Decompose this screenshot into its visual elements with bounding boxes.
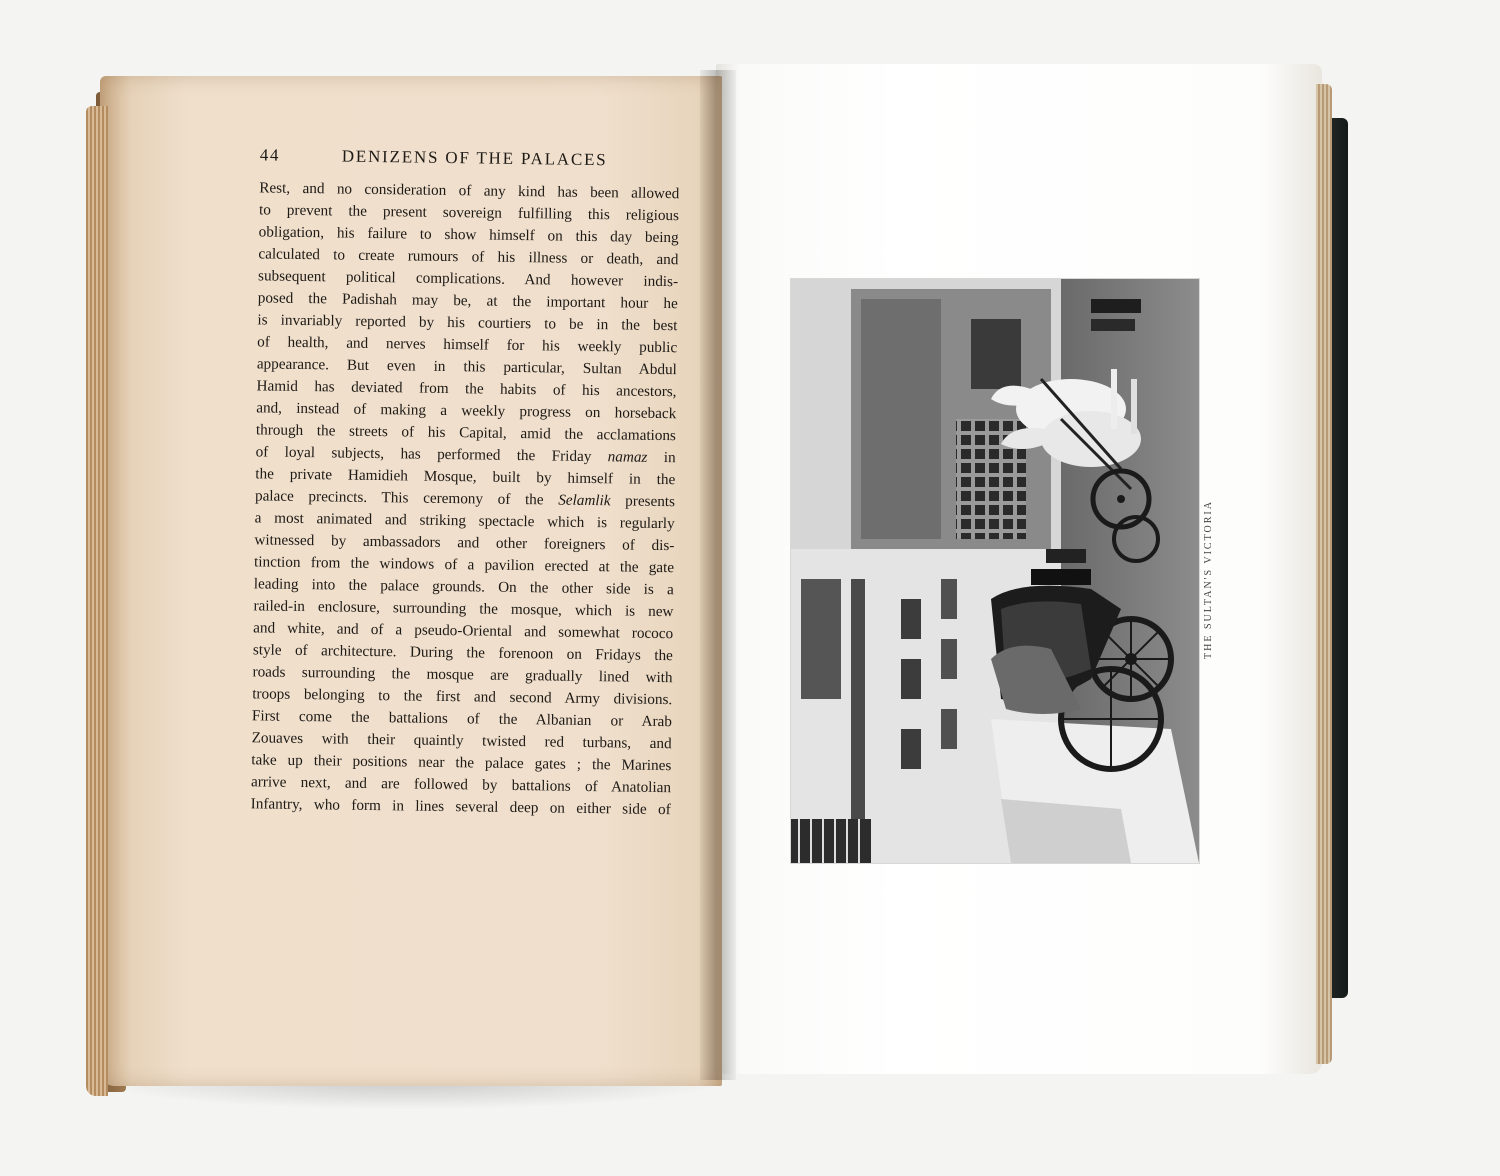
page-number: 44 [259, 145, 281, 165]
text-line: Zouaves with their quaintly twisted red turbans, and [251, 729, 672, 753]
carriage-photo-icon [791, 279, 1199, 863]
text-line: to prevent the present sovereign fulfilling this religious [258, 201, 680, 225]
text-line: Infantry, who form in lines several deep on either side of [250, 795, 671, 819]
text-line: calculated to create rumours of his illness or death, and [258, 245, 679, 269]
text-line: and white, and of a pseudo-Oriental and somewhat rococo [253, 619, 674, 643]
right-page-edges [1316, 84, 1332, 1064]
photo-plate [790, 278, 1200, 864]
text-line: subsequent political complications. And however indis- [257, 267, 679, 291]
body-text [251, 177, 680, 821]
text-line: roads surrounding the mosque are gradually lined with [252, 663, 673, 687]
text-line: of loyal subjects, has performed the Friday namaz in [255, 443, 676, 467]
text-line: witnessed by ambassadors and other foreigners of dis- [254, 531, 675, 555]
text-line: obligation, his failure to show himself on this day being [258, 223, 679, 247]
text-line: Rest, and no consideration of any kind has been allowed [259, 179, 680, 203]
text-line: and, instead of making a weekly progress on horseback [256, 399, 677, 423]
text-line: railed-in enclosure, surrounding the mosque, which is new [253, 597, 674, 621]
text-line: Hamid has deviated from the habits of his ancestors, [256, 377, 677, 401]
text-line: appearance. But even in this particular, Sultan Abdul [256, 355, 677, 379]
text-line: First come the battalions of the Albanian or Arab [251, 707, 673, 731]
text-line: the private Hamidieh Mosque, built by himself in the [255, 465, 676, 489]
text-line: leading into the palace grounds. On the other side is a [253, 575, 674, 599]
chapter-title: DENIZENS OF THE PALACES [341, 146, 608, 170]
text-line: is invariably reported by his courtiers to be in the best [257, 311, 678, 335]
text-line: through the streets of his Capital, amid the acclamations [255, 421, 677, 445]
text-line: tinction from the windows of a pavilion erected at the gate [254, 553, 675, 577]
text-line: palace precincts. This ceremony of the Selamlik presents [254, 487, 676, 511]
text-line: posed the Padishah may be, at the important hour he [257, 289, 678, 313]
book-gutter [700, 70, 736, 1080]
text-line: style of architecture. During the forenoon on Fridays the [252, 641, 673, 665]
photo-caption: THE SULTAN'S VICTORIA [1203, 500, 1214, 660]
left-page-edges [86, 106, 108, 1096]
text-line: take up their positions near the palace gates ; the Marines [251, 751, 672, 775]
text-line: arrive next, and are followed by battalions of Anatolian [250, 773, 672, 797]
text-line: a most animated and striking spectacle which is regularly [254, 509, 675, 533]
text-line: of health, and nerves himself for his weekly public [257, 333, 678, 357]
text-line: troops belonging to the first and second Army divisions. [252, 685, 673, 709]
